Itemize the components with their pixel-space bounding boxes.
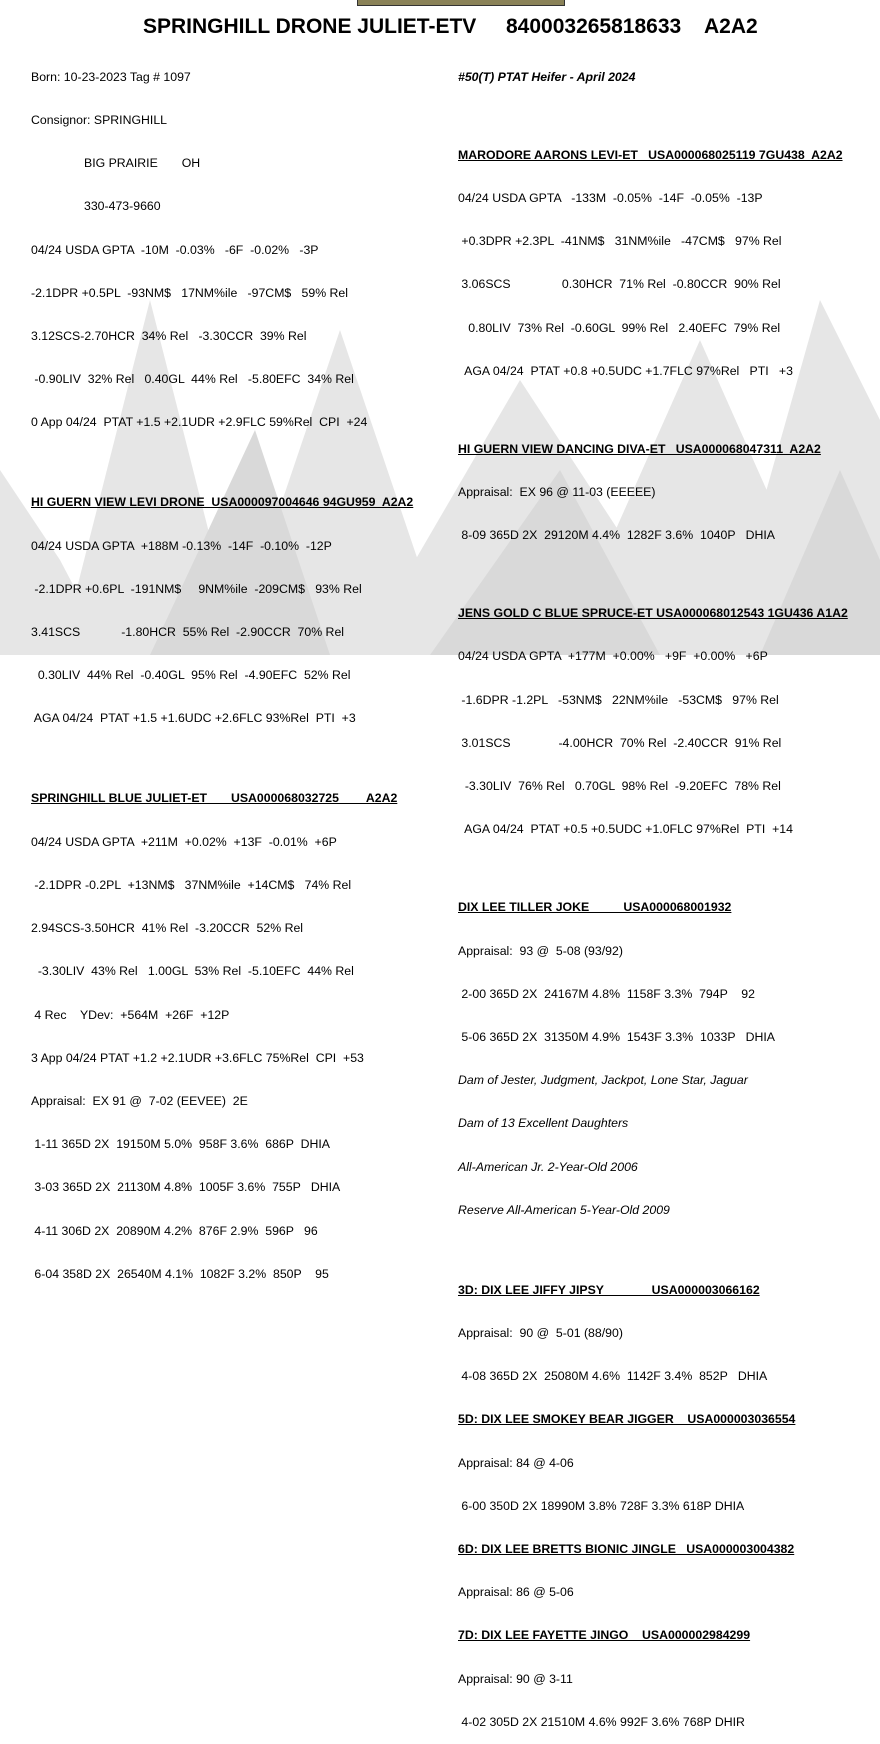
record-line: 6-00 350D 2X 18990M 3.8% 728F 3.3% 618P DHIA bbox=[458, 1498, 745, 1513]
registration-number: 840003265818633 bbox=[506, 15, 682, 38]
appraisal-line: Appraisal: 93 @ 5-08 (93/92) bbox=[458, 943, 623, 958]
dam-record: 1-11 365D 2X 19150M 5.0% 958F 3.6% 686P DHIA bbox=[31, 1137, 330, 1152]
sire-title: HI GUERN VIEW LEVI DRONE USA000097004646 94GU959 A2A2 bbox=[31, 495, 414, 510]
ptat-rank: #50(T) PTAT Heifer - April 2024 bbox=[458, 69, 636, 84]
proof-line: 0.80LIV 73% Rel -0.60GL 99% Rel 2.40EFC 79% Rel bbox=[458, 320, 781, 335]
appraisal-line: Appraisal: 90 @ 5-01 (88/90) bbox=[458, 1325, 623, 1340]
fifth-dam-title: 5D: DIX LEE SMOKEY BEAR JIGGER USA000003036554 bbox=[458, 1412, 796, 1427]
dam-record: 6-04 358D 2X 26540M 4.1% 1082F 3.2% 850P 95 bbox=[31, 1266, 329, 1281]
record-line: 5-06 365D 2X 31350M 4.9% 1543F 3.3% 1033P DHIA bbox=[458, 1029, 775, 1044]
seventh-dam-title: 7D: DIX LEE FAYETTE JINGO USA000002984299 bbox=[458, 1628, 751, 1643]
consignor-phone: 330-473-9660 bbox=[84, 199, 161, 214]
dam-proof-line: -2.1DPR -0.2PL +13NM$ 37NM%ile +14CM$ 74% Rel bbox=[31, 877, 352, 892]
note-line: Dam of Jester, Judgment, Jackpot, Lone Star, Jaguar bbox=[458, 1073, 748, 1088]
sire-proof-line: AGA 04/24 PTAT +1.5 +1.6UDC +2.6FLC 93%Rel PTI +3 bbox=[31, 711, 356, 726]
proof-line: 04/24 USDA GPTA -133M -0.05% -14F -0.05% -13P bbox=[458, 191, 763, 206]
self-proof-line: 04/24 USDA GPTA -10M -0.03% -6F -0.02% -3P bbox=[31, 242, 319, 257]
photo-edge bbox=[357, 0, 565, 6]
sixth-dam-title: 6D: DIX LEE BRETTS BIONIC JINGLE USA000003004382 bbox=[458, 1541, 795, 1556]
note-line: Reserve All-American 5-Year-Old 2009 bbox=[458, 1202, 670, 1217]
record-line: 8-09 365D 2X 29120M 4.4% 1282F 3.6% 1040P DHIA bbox=[458, 528, 775, 543]
self-proof-line: -2.1DPR +0.5PL -93NM$ 17NM%ile -97CM$ 59% Rel bbox=[31, 285, 348, 300]
born-line: Born: 10-23-2023 Tag # 1097 bbox=[31, 69, 191, 84]
proof-line: 3.01SCS -4.00HCR 70% Rel -2.40CCR 91% Rel bbox=[458, 735, 782, 750]
consignor-city: BIG PRAIRIE OH bbox=[84, 156, 201, 171]
dam-record: 4-11 306D 2X 20890M 4.2% 876F 2.9% 596P 96 bbox=[31, 1223, 318, 1238]
dam-appraisal: Appraisal: EX 91 @ 7-02 (EEVEE) 2E bbox=[31, 1093, 248, 1108]
granddam-title: DIX LEE TILLER JOKE USA000068001932 bbox=[458, 900, 732, 915]
sire-proof-line: -2.1DPR +0.6PL -191NM$ 9NM%ile -209CM$ 93% Rel bbox=[31, 581, 362, 596]
record-line: 2-00 365D 2X 24167M 4.8% 1158F 3.3% 794P 92 bbox=[458, 986, 755, 1001]
appraisal-line: Appraisal: 84 @ 4-06 bbox=[458, 1455, 574, 1470]
dam-record: 3-03 365D 2X 21130M 4.8% 1005F 3.6% 755P DHIA bbox=[31, 1180, 341, 1195]
dam-proof-line: -3.30LIV 43% Rel 1.00GL 53% Rel -5.10EFC 44% Rel bbox=[31, 964, 354, 979]
proof-line: -3.30LIV 76% Rel 0.70GL 98% Rel -9.20EFC 78% Rel bbox=[458, 779, 781, 794]
appraisal-line: Appraisal: EX 96 @ 11-03 (EEEEE) bbox=[458, 485, 656, 500]
record-line: 4-08 365D 2X 25080M 4.6% 1142F 3.4% 852P DHIA bbox=[458, 1369, 768, 1384]
proof-line: 3.06SCS 0.30HCR 71% Rel -0.80CCR 90% Rel bbox=[458, 277, 781, 292]
maternal-grandsire-title: MARODORE AARONS LEVI-ET USA000068025119 7GU438 A2A2 bbox=[458, 147, 843, 162]
sire-proof-line: 04/24 USDA GPTA +188M -0.13% -14F -0.10% -12P bbox=[31, 538, 332, 553]
mgs-title: JENS GOLD C BLUE SPRUCE-ET USA000068012543 1GU436 A1A2 bbox=[458, 606, 848, 621]
beta-casein: A2A2 bbox=[704, 15, 758, 38]
self-proof-line: -0.90LIV 32% Rel 0.40GL 44% Rel -5.80EFC 34% Rel bbox=[31, 372, 354, 387]
animal-name: SPRINGHILL DRONE JULIET-ETV bbox=[143, 15, 477, 38]
proof-line: AGA 04/24 PTAT +0.8 +0.5UDC +1.7FLC 97%Rel PTI +3 bbox=[458, 363, 793, 378]
appraisal-line: Appraisal: 90 @ 3-11 bbox=[458, 1671, 573, 1686]
proof-line: -1.6DPR -1.2PL -53NM$ 22NM%ile -53CM$ 97% Rel bbox=[458, 692, 779, 707]
consignor-line: Consignor: SPRINGHILL bbox=[31, 113, 168, 128]
note-line: Dam of 13 Excellent Daughters bbox=[458, 1116, 629, 1131]
dam-proof-line: 2.94SCS-3.50HCR 41% Rel -3.20CCR 52% Rel bbox=[31, 921, 304, 936]
sire-proof-line: 3.41SCS -1.80HCR 55% Rel -2.90CCR 70% Rel bbox=[31, 625, 345, 640]
sire-proof-line: 0.30LIV 44% Rel -0.40GL 95% Rel -4.90EFC 52% Rel bbox=[31, 668, 351, 683]
proof-line: +0.3DPR +2.3PL -41NM$ 31NM%ile -47CM$ 97% Rel bbox=[458, 234, 782, 249]
appraisal-line: Appraisal: 86 @ 5-06 bbox=[458, 1585, 574, 1600]
third-dam-title: 3D: DIX LEE JIFFY JIPSY USA000003066162 bbox=[458, 1282, 760, 1297]
page-header bbox=[0, 14, 880, 40]
sire-dam-title: HI GUERN VIEW DANCING DIVA-ET USA000068047311 A2A2 bbox=[458, 441, 821, 456]
self-proof-line: 3.12SCS-2.70HCR 34% Rel -3.30CCR 39% Rel bbox=[31, 329, 307, 344]
dam-proof-line: 3 App 04/24 PTAT +1.2 +2.1UDR +3.6FLC 75%Rel CPI +53 bbox=[31, 1050, 364, 1065]
dam-proof-line: 4 Rec YDev: +564M +26F +12P bbox=[31, 1007, 230, 1022]
right-column bbox=[458, 41, 848, 1744]
self-proof-line: 0 App 04/24 PTAT +1.5 +2.1UDR +2.9FLC 59%Rel CPI +24 bbox=[31, 415, 368, 430]
left-column bbox=[31, 41, 413, 1296]
record-line: 4-02 305D 2X 21510M 4.6% 992F 3.6% 768P DHIR bbox=[458, 1714, 745, 1729]
proof-line: AGA 04/24 PTAT +0.5 +0.5UDC +1.0FLC 97%Rel PTI +14 bbox=[458, 822, 793, 837]
proof-line: 04/24 USDA GPTA +177M +0.00% +9F +0.00% +6P bbox=[458, 649, 768, 664]
dam-title: SPRINGHILL BLUE JULIET-ET USA000068032725 A2A2 bbox=[31, 791, 398, 806]
dam-proof-line: 04/24 USDA GPTA +211M +0.02% +13F -0.01% +6P bbox=[31, 834, 337, 849]
note-line: All-American Jr. 2-Year-Old 2006 bbox=[458, 1159, 638, 1174]
